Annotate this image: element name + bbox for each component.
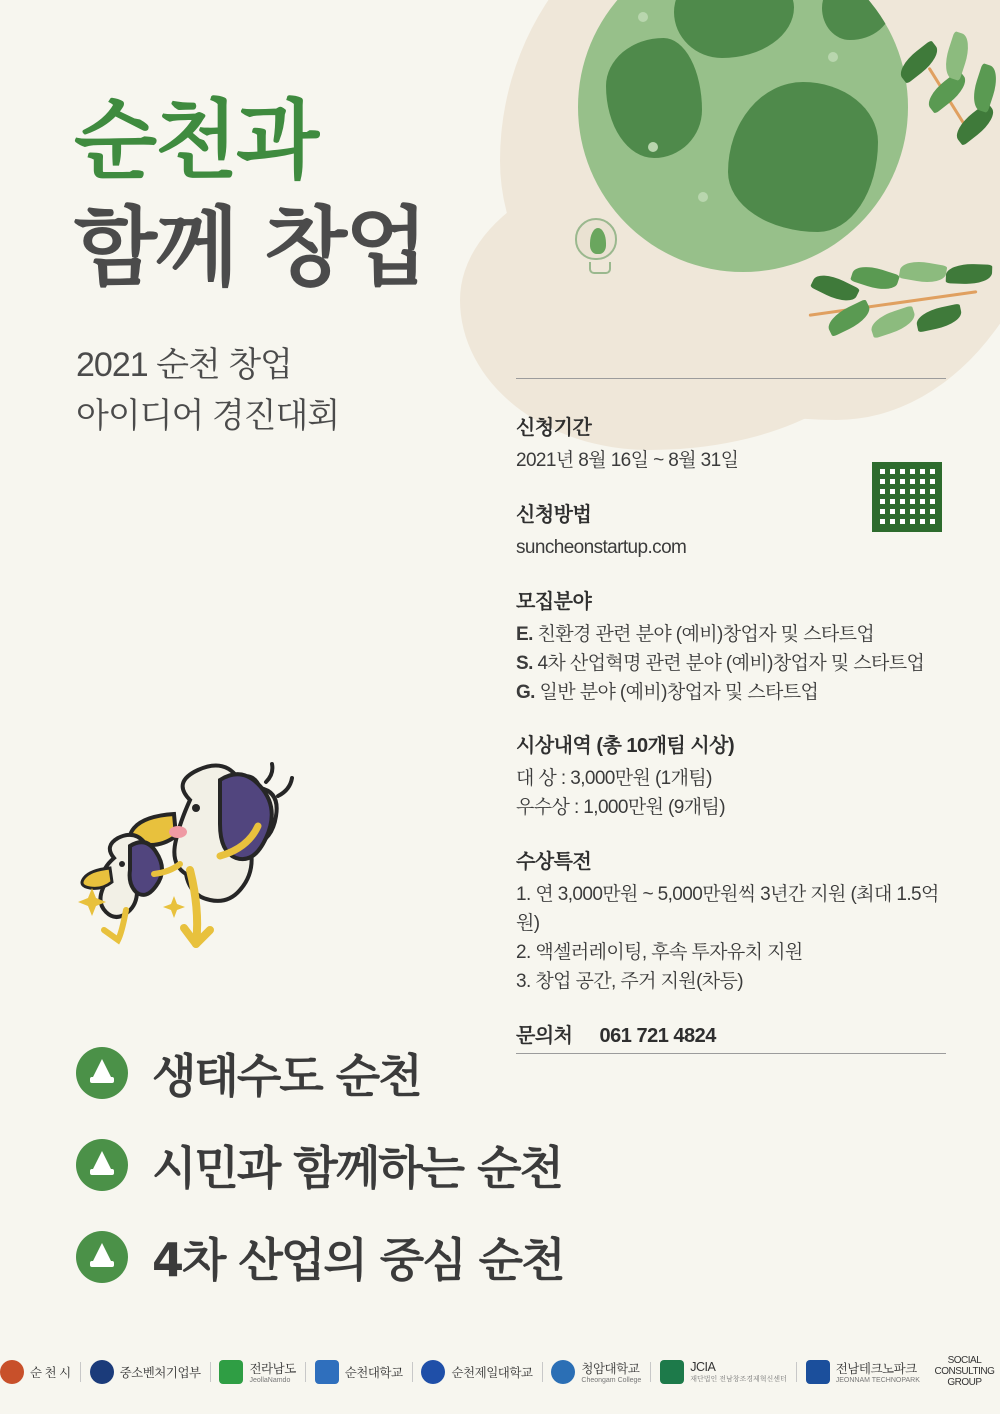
mss-mark-icon <box>90 1360 114 1384</box>
logo-suncheon-jeil-college <box>421 1360 532 1384</box>
cheongam-mark-icon <box>551 1360 575 1384</box>
application-method-url[interactable]: suncheonstartup.com <box>516 536 687 558</box>
info-column <box>516 378 956 1048</box>
recruitment-field-item: G. 일반 분야 (예비)창업자 및 스타트업 <box>516 681 819 703</box>
logo-jeollanamdo <box>219 1359 295 1384</box>
recruitment-fields-block <box>516 585 956 708</box>
logo-suncheon-city <box>0 1360 71 1384</box>
contact-phone: 061 721 4824 <box>599 1024 716 1047</box>
info-divider <box>516 378 946 379</box>
contact-heading: 문의처 <box>516 1024 573 1047</box>
slogan-text: 시민과 함께하는 순천 <box>152 1141 562 1195</box>
jcia-mark-icon <box>660 1360 684 1384</box>
logo-label: 청암대학교 Cheongam College <box>581 1362 642 1384</box>
slogan-row <box>76 1224 564 1290</box>
suncheon-symbol-icon <box>76 1047 128 1099</box>
jeonnam-technopark-mark-icon <box>806 1360 830 1384</box>
logo-divider <box>650 1362 651 1382</box>
benefits-block <box>516 845 956 997</box>
logo-divider <box>305 1362 306 1382</box>
suncheon-city-mark-icon <box>0 1360 24 1384</box>
subtitle-line-2: 아이디어 경진대회 <box>76 397 340 435</box>
mascot-svg <box>70 740 330 1000</box>
qr-code-icon[interactable] <box>872 462 942 532</box>
logo-divider <box>412 1362 413 1382</box>
title-line-1: 순천과 <box>74 91 318 191</box>
suncheon-jeil-mark-icon <box>421 1360 445 1384</box>
poster-title <box>74 88 426 301</box>
slogan-row <box>76 1040 564 1106</box>
logo-label: 중소벤처기업부 <box>119 1365 201 1380</box>
prizes-heading: 시상내역 (총 10개팀 시상) <box>516 735 735 758</box>
prizes-block <box>516 729 956 823</box>
logo-label: 전남테크노파크 JEONNAM TECHNOPARK <box>835 1362 920 1384</box>
logo-divider <box>796 1362 797 1382</box>
recruitment-fields-heading: 모집분야 <box>516 590 592 613</box>
logo-label: JCIA 재단법인 전남창조경제혁신센터 <box>690 1359 787 1383</box>
jeollanamdo-mark-icon <box>219 1360 243 1384</box>
logo-divider <box>210 1362 211 1382</box>
application-method-block <box>516 498 956 563</box>
suncheon-symbol-icon <box>76 1231 128 1283</box>
logo-jcia <box>660 1360 787 1384</box>
logo-suncheon-university <box>315 1360 403 1384</box>
benefits-heading: 수상특전 <box>516 851 592 874</box>
logo-cheongam-college <box>551 1359 641 1384</box>
slogan-list <box>76 1040 564 1316</box>
application-period-value: 2021년 8월 16일 ~ 8월 31일 <box>516 450 739 471</box>
logo-divider <box>542 1362 543 1382</box>
title-line-2: 함께 창업 <box>74 197 427 298</box>
subtitle-line-1: 2021 순천 창업 <box>76 346 292 384</box>
mascot-illustration <box>70 740 330 1000</box>
suncheon-symbol-icon <box>76 1139 128 1191</box>
application-period-heading: 신청기간 <box>516 417 592 439</box>
slogan-text: 생태수도 순천 <box>152 1049 421 1103</box>
benefit-line: 3. 창업 공간, 주거 지원(차등) <box>516 970 744 992</box>
slogan-divider <box>516 1053 946 1054</box>
contact-block <box>516 1019 956 1048</box>
logo-jeonnam-technopark <box>806 1359 920 1384</box>
prize-line: 우수상 : 1,000만원 (9개팀) <box>516 797 725 819</box>
logo-label: 순천제일대학교 <box>451 1365 533 1380</box>
lightbulb-icon <box>575 218 617 260</box>
logo-label: 순천대학교 <box>344 1365 403 1380</box>
logo-label: SOCIAL CONSULTING GROUP <box>934 1355 995 1388</box>
benefit-line: 2. 액셀러레이팅, 후속 투자유치 지원 <box>516 941 803 963</box>
benefit-line: 1. 연 3,000만원 ~ 5,000만원씩 3년간 지원 (최대 1.5억원) <box>516 884 939 934</box>
logo-mss <box>90 1360 201 1384</box>
footer-logo-strip <box>0 1355 1000 1388</box>
prize-line: 대 상 : 3,000만원 (1개팀) <box>516 768 712 790</box>
logo-label: 순 천 시 <box>30 1365 71 1380</box>
slogan-row <box>76 1132 564 1198</box>
recruitment-field-item: S. 4차 산업혁명 관련 분야 (예비)창업자 및 스타트업 <box>516 652 925 674</box>
logo-label: 전라남도 JeollaNamdo <box>249 1362 296 1384</box>
poster-subtitle <box>76 340 339 442</box>
logo-social-consulting-group <box>929 1355 1000 1388</box>
slogan-text: 4차 산업의 중심 순천 <box>152 1233 564 1287</box>
logo-divider <box>80 1362 81 1382</box>
suncheon-university-mark-icon <box>315 1360 339 1384</box>
recruitment-field-item: E. 친환경 관련 분야 (예비)창업자 및 스타트업 <box>516 623 875 645</box>
application-method-heading: 신청방법 <box>516 503 592 526</box>
